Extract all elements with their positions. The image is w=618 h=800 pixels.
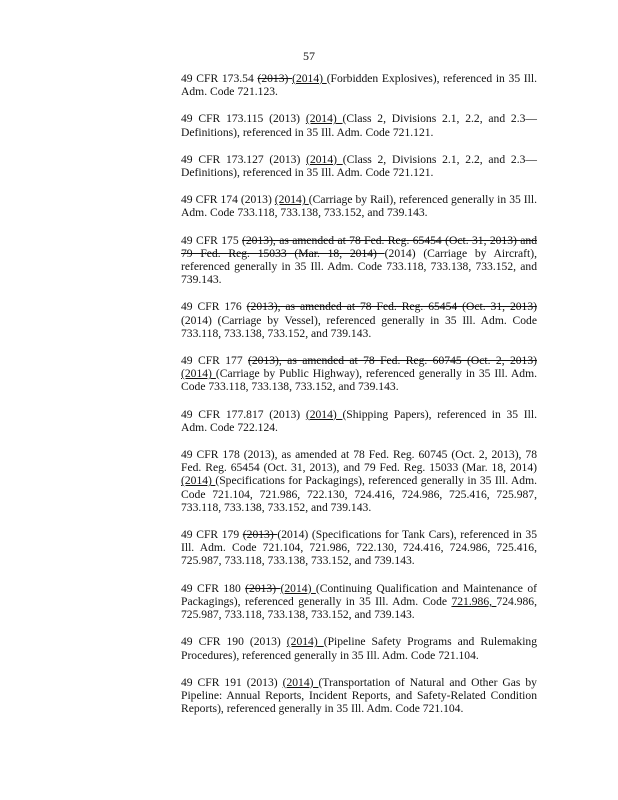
inserted-text: 721.986, [451, 594, 497, 608]
entry-text: 49 CFR 173.115 (2013) [181, 112, 306, 126]
entry-text: 49 CFR 174 (2013) [181, 193, 275, 207]
reference-entry [181, 234, 537, 287]
inserted-text: (2014) [274, 193, 309, 207]
inserted-text: (2014) [282, 675, 319, 689]
entry-text: (Carriage by Rail), referenced generally in 35 Ill. Adm. Code 733.118, 733.138, 733.152, and 739.143. [181, 193, 537, 220]
entry-text: (Transportation of Natural and Other Gas by Pipeline: Annual Reports, Incident Reports, and Safety-Related Condition Reports), referenced generally in 35 Ill. Adm. Code 721.104. [181, 675, 537, 716]
entry-text: (Class 2, Divisions 2.1, 2.2, and 2.3—Definitions), referenced in 35 Ill. Adm. Code 721.121. [181, 152, 537, 180]
entry-text: 49 CFR 179 [181, 528, 243, 542]
reference-entry [181, 72, 537, 98]
reference-entry [181, 676, 537, 716]
inserted-text: (2014) [181, 367, 216, 381]
reference-entry [181, 112, 537, 138]
inserted-text: (2014) [286, 635, 324, 649]
entry-text: 49 CFR 190 (2013) [181, 635, 287, 649]
entry-text: 49 CFR 173.54 [181, 72, 258, 85]
entry-text: (Pipeline Safety Programs and Rulemaking Procedures), referenced generally in 35 Ill. Adm. Code 721.104. [181, 635, 538, 662]
page-number: 57 [303, 49, 315, 63]
entry-text: 49 CFR 177.817 (2013) [181, 407, 306, 421]
entry-text: (2014) (Carriage by Vessel), referenced generally in 35 Ill. Adm. Code 733.118, 733.138, 733.152, and 739.143. [181, 313, 537, 340]
entry-text: 724.986, 725.987, 733.118, 733.138, 733.152, and 739.143. [181, 594, 537, 622]
deleted-text: (2013), as amended at 78 Fed. Reg. 60745 (Oct. 2, 2013) [248, 354, 537, 368]
deleted-text: (2013), as amended at 78 Fed. Reg. 65454 (Oct. 31, 2013) and 79 Fed. Reg. 15033 (Mar. 18, 2014) [181, 233, 537, 260]
cfr-reference-list [181, 72, 537, 729]
reference-entry [181, 582, 537, 622]
deleted-text: (2013) [257, 72, 293, 85]
entry-text: (Shipping Papers), referenced in 35 Ill. Adm. Code 722.124. [181, 407, 537, 434]
inserted-text: (2014) [181, 474, 216, 488]
entry-text: (Class 2, Divisions 2.1, 2.2, and 2.3—Definitions), referenced in 35 Ill. Adm. Code 721.121. [181, 112, 537, 139]
entry-text: 49 CFR 173.127 (2013) [181, 152, 307, 166]
entry-text: (Continuing Qualification and Maintenance of Packagings), referenced generally in 35 Ill. Adm. Code [181, 581, 538, 608]
reference-entry [181, 300, 537, 340]
deleted-text: (2013) [242, 528, 278, 542]
reference-entry [181, 193, 537, 219]
inserted-text: (2014) [305, 407, 343, 421]
reference-entry [181, 354, 537, 394]
entry-text: (Forbidden Explosives), referenced in 35 Ill. Adm. Code 721.123. [181, 72, 538, 99]
inserted-text: (2014) [306, 152, 343, 166]
entry-text: 49 CFR 191 (2013) [181, 675, 283, 689]
deleted-text: (2013), as amended at 78 Fed. Reg. 65454 (Oct. 31, 2013) [246, 300, 537, 314]
reference-entry [181, 408, 537, 434]
entry-text: 49 CFR 180 [181, 581, 246, 595]
reference-entry [181, 448, 537, 514]
deleted-text: (2013) [245, 581, 281, 595]
entry-text: 49 CFR 176 [181, 300, 247, 314]
entry-text: 49 CFR 175 [181, 233, 243, 247]
entry-text: (Carriage by Public Highway), referenced generally in 35 Ill. Adm. Code 733.118, 733.138, 733.152, and 739.143. [181, 367, 538, 394]
inserted-text: (2014) [280, 581, 316, 595]
inserted-text: (2014) [305, 112, 343, 126]
entry-text: 49 CFR 177 [181, 354, 248, 368]
entry-text: (2014) (Specifications for Tank Cars), referenced in 35 Ill. Adm. Code 721.104, 721.986, 722.130, 724.416, 724.986, 725.416, 725.987, 733.118, 733.138, 733.152, and 739.143. [181, 528, 538, 568]
reference-entry [181, 528, 537, 568]
reference-entry [181, 153, 537, 179]
entry-text: (Specifications for Packagings), referenced generally in 35 Ill. Adm. Code 721.104, 721.986, 722.130, 724.416, 724.986, 725.416, 725.987, 733.118, 733.138, 733.152, and 739.143. [181, 474, 537, 514]
entry-text: (2014) (Carriage by Aircraft), referenced generally in 35 Ill. Adm. Code 733.118, 733.138, 733.152, and 739.143. [181, 246, 537, 287]
inserted-text: (2014) [292, 72, 327, 85]
entry-text: 49 CFR 178 (2013), as amended at 78 Fed. Reg. 60745 (Oct. 2, 2013), 78 Fed. Reg. 65454 (Oct. 31, 2013), and 79 Fed. Reg. 15033 (Mar. 18, 2014) [181, 448, 537, 475]
reference-entry [181, 635, 537, 661]
